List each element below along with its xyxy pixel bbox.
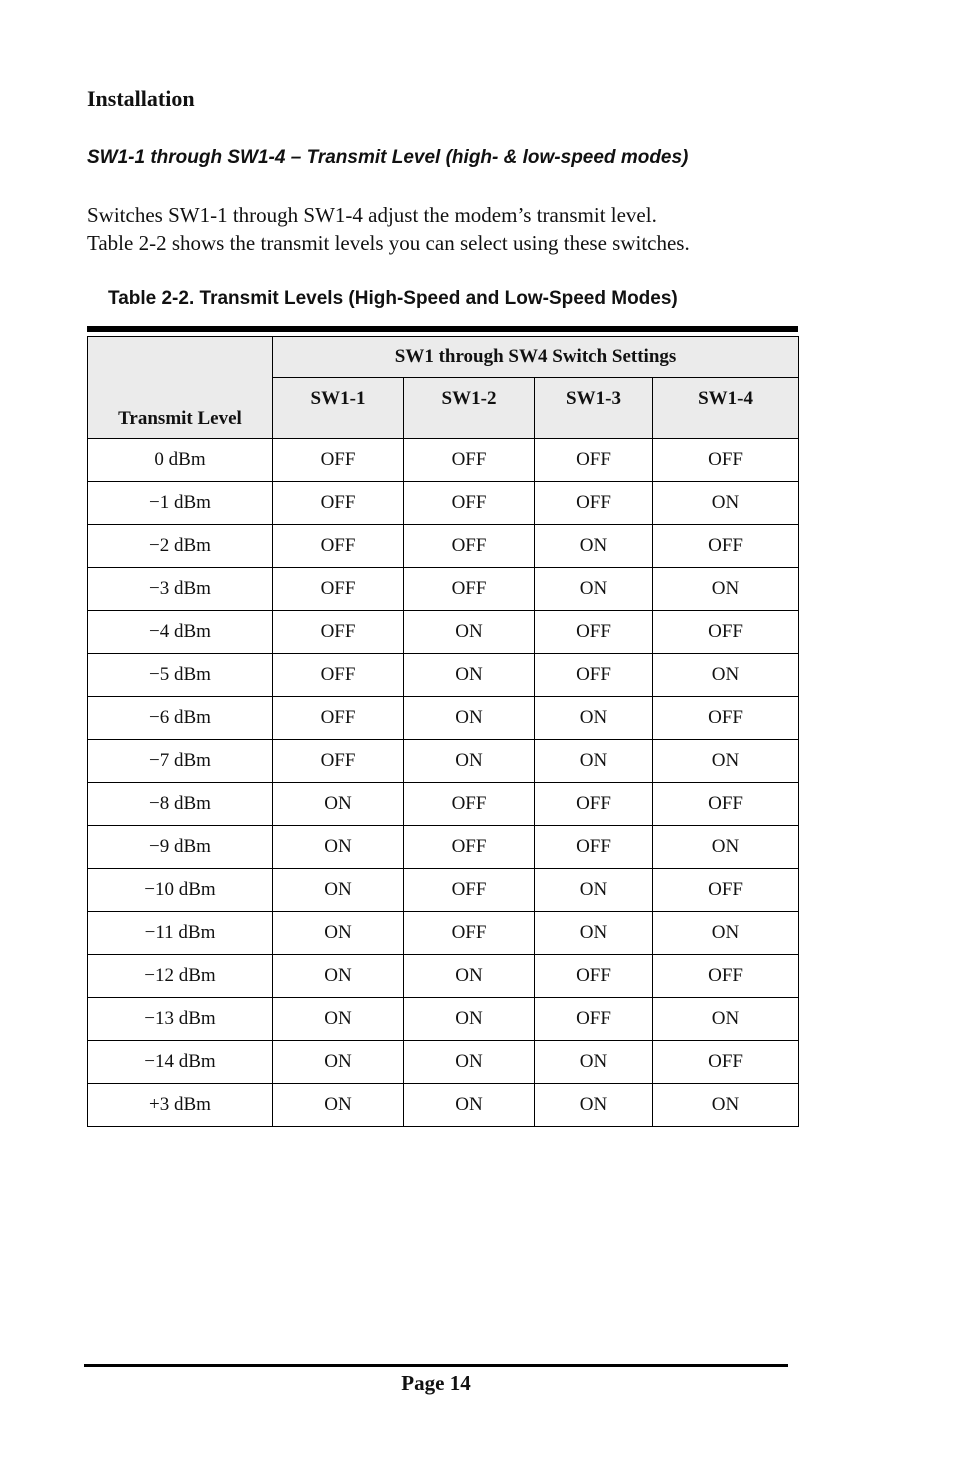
- sw1-4-cell: OFF: [653, 439, 799, 482]
- sw1-4-cell: ON: [653, 912, 799, 955]
- sw1-3-cell: OFF: [535, 826, 653, 869]
- table-body: [88, 439, 799, 1127]
- transmit-level-cell: −14 dBm: [88, 1041, 273, 1084]
- transmit-level-header: Transmit Level: [88, 337, 273, 439]
- transmit-level-cell: −10 dBm: [88, 869, 273, 912]
- sw1-4-cell: OFF: [653, 697, 799, 740]
- sw1-3-cell: OFF: [535, 611, 653, 654]
- transmit-level-cell: −1 dBm: [88, 482, 273, 525]
- sw1-3-cell: ON: [535, 568, 653, 611]
- body-paragraph: [87, 201, 807, 257]
- sw1-3-cell: OFF: [535, 955, 653, 998]
- switch-settings-header: SW1 through SW4 Switch Settings: [273, 337, 799, 378]
- sw1-1-cell: OFF: [273, 697, 404, 740]
- sw1-2-cell: ON: [404, 654, 535, 697]
- sw1-3-cell: ON: [535, 1041, 653, 1084]
- sw1-4-cell: ON: [653, 568, 799, 611]
- sw1-3-cell: OFF: [535, 482, 653, 525]
- transmit-level-cell: −13 dBm: [88, 998, 273, 1041]
- sw1-1-cell: OFF: [273, 611, 404, 654]
- sw1-1-cell: OFF: [273, 439, 404, 482]
- transmit-level-cell: −3 dBm: [88, 568, 273, 611]
- sw1-3-cell: ON: [535, 740, 653, 783]
- sw1-1-cell: OFF: [273, 740, 404, 783]
- sw1-2-cell: OFF: [404, 912, 535, 955]
- sw1-2-cell: ON: [404, 697, 535, 740]
- sw1-2-cell: OFF: [404, 826, 535, 869]
- sw1-1-cell: ON: [273, 1041, 404, 1084]
- table-row: [88, 912, 799, 955]
- sw1-3-cell: OFF: [535, 439, 653, 482]
- sw1-2-cell: ON: [404, 611, 535, 654]
- paragraph-line-2: Table 2-2 shows the transmit levels you can select using these switches.: [87, 231, 690, 255]
- transmit-level-cell: +3 dBm: [88, 1084, 273, 1127]
- sw1-1-cell: ON: [273, 783, 404, 826]
- sw1-1-cell: OFF: [273, 482, 404, 525]
- table-row: [88, 439, 799, 482]
- sw1-2-cell: ON: [404, 740, 535, 783]
- sw1-2-cell: ON: [404, 1084, 535, 1127]
- switch-header-sw1-3: SW1-3: [535, 378, 653, 439]
- table-head: [88, 337, 799, 439]
- sw1-3-cell: ON: [535, 1084, 653, 1127]
- sw1-2-cell: ON: [404, 955, 535, 998]
- paragraph-line-1: Switches SW1-1 through SW1-4 adjust the modem’s transmit level.: [87, 203, 657, 227]
- sw1-2-cell: OFF: [404, 568, 535, 611]
- sw1-3-cell: OFF: [535, 998, 653, 1041]
- sw1-1-cell: ON: [273, 869, 404, 912]
- sw1-1-cell: OFF: [273, 654, 404, 697]
- transmit-level-cell: −9 dBm: [88, 826, 273, 869]
- sw1-3-cell: ON: [535, 912, 653, 955]
- table-row: [88, 525, 799, 568]
- sw1-3-cell: ON: [535, 697, 653, 740]
- transmit-level-cell: 0 dBm: [88, 439, 273, 482]
- table-row: [88, 826, 799, 869]
- sw1-2-cell: OFF: [404, 439, 535, 482]
- transmit-level-cell: −2 dBm: [88, 525, 273, 568]
- table-row: [88, 869, 799, 912]
- table-row: [88, 482, 799, 525]
- sw1-4-cell: OFF: [653, 869, 799, 912]
- sw1-4-cell: ON: [653, 482, 799, 525]
- table-row: [88, 1084, 799, 1127]
- sw1-2-cell: OFF: [404, 783, 535, 826]
- sw1-2-cell: OFF: [404, 869, 535, 912]
- sw1-1-cell: ON: [273, 912, 404, 955]
- sw1-2-cell: OFF: [404, 525, 535, 568]
- table-row: [88, 998, 799, 1041]
- sw1-2-cell: ON: [404, 1041, 535, 1084]
- switch-header-sw1-1: SW1-1: [273, 378, 404, 439]
- sw1-4-cell: ON: [653, 654, 799, 697]
- sw1-4-cell: ON: [653, 740, 799, 783]
- page-number: Page 14: [401, 1371, 471, 1395]
- sw1-3-cell: OFF: [535, 783, 653, 826]
- sw1-4-cell: OFF: [653, 955, 799, 998]
- sw1-1-cell: OFF: [273, 525, 404, 568]
- sw1-3-cell: ON: [535, 869, 653, 912]
- sw1-2-cell: ON: [404, 998, 535, 1041]
- table-header-row-group: [88, 337, 799, 378]
- sw1-4-cell: ON: [653, 1084, 799, 1127]
- sw1-4-cell: OFF: [653, 1041, 799, 1084]
- table-row: [88, 697, 799, 740]
- sw1-1-cell: ON: [273, 826, 404, 869]
- switch-header-sw1-2: SW1-2: [404, 378, 535, 439]
- sw1-1-cell: ON: [273, 1084, 404, 1127]
- sw1-3-cell: OFF: [535, 654, 653, 697]
- transmit-level-table: [87, 336, 799, 1127]
- transmit-level-cell: −8 dBm: [88, 783, 273, 826]
- transmit-level-cell: −7 dBm: [88, 740, 273, 783]
- sw1-4-cell: OFF: [653, 525, 799, 568]
- sw1-4-cell: ON: [653, 826, 799, 869]
- sw1-1-cell: OFF: [273, 568, 404, 611]
- table-row: [88, 740, 799, 783]
- transmit-level-table-container: [87, 326, 798, 1127]
- transmit-level-cell: −11 dBm: [88, 912, 273, 955]
- sw1-1-cell: ON: [273, 998, 404, 1041]
- table-row: [88, 783, 799, 826]
- table-top-rule: [87, 326, 798, 332]
- footer-rule: [84, 1364, 788, 1367]
- sw1-3-cell: ON: [535, 525, 653, 568]
- transmit-level-cell: −12 dBm: [88, 955, 273, 998]
- sw1-4-cell: OFF: [653, 783, 799, 826]
- table-caption: Table 2-2. Transmit Levels (High-Speed and Low-Speed Modes): [108, 288, 678, 309]
- table-row: [88, 568, 799, 611]
- table-row: [88, 1041, 799, 1084]
- table-row: [88, 654, 799, 697]
- transmit-level-cell: −6 dBm: [88, 697, 273, 740]
- transmit-level-cell: −5 dBm: [88, 654, 273, 697]
- sw1-1-cell: ON: [273, 955, 404, 998]
- table-row: [88, 611, 799, 654]
- section-header: Installation: [87, 86, 195, 111]
- transmit-level-cell: −4 dBm: [88, 611, 273, 654]
- sw1-4-cell: ON: [653, 998, 799, 1041]
- table-row: [88, 955, 799, 998]
- sw1-4-cell: OFF: [653, 611, 799, 654]
- switch-header-sw1-4: SW1-4: [653, 378, 799, 439]
- sw1-2-cell: OFF: [404, 482, 535, 525]
- subsection-title: SW1-1 through SW1-4 – Transmit Level (high- & low-speed modes): [87, 147, 689, 168]
